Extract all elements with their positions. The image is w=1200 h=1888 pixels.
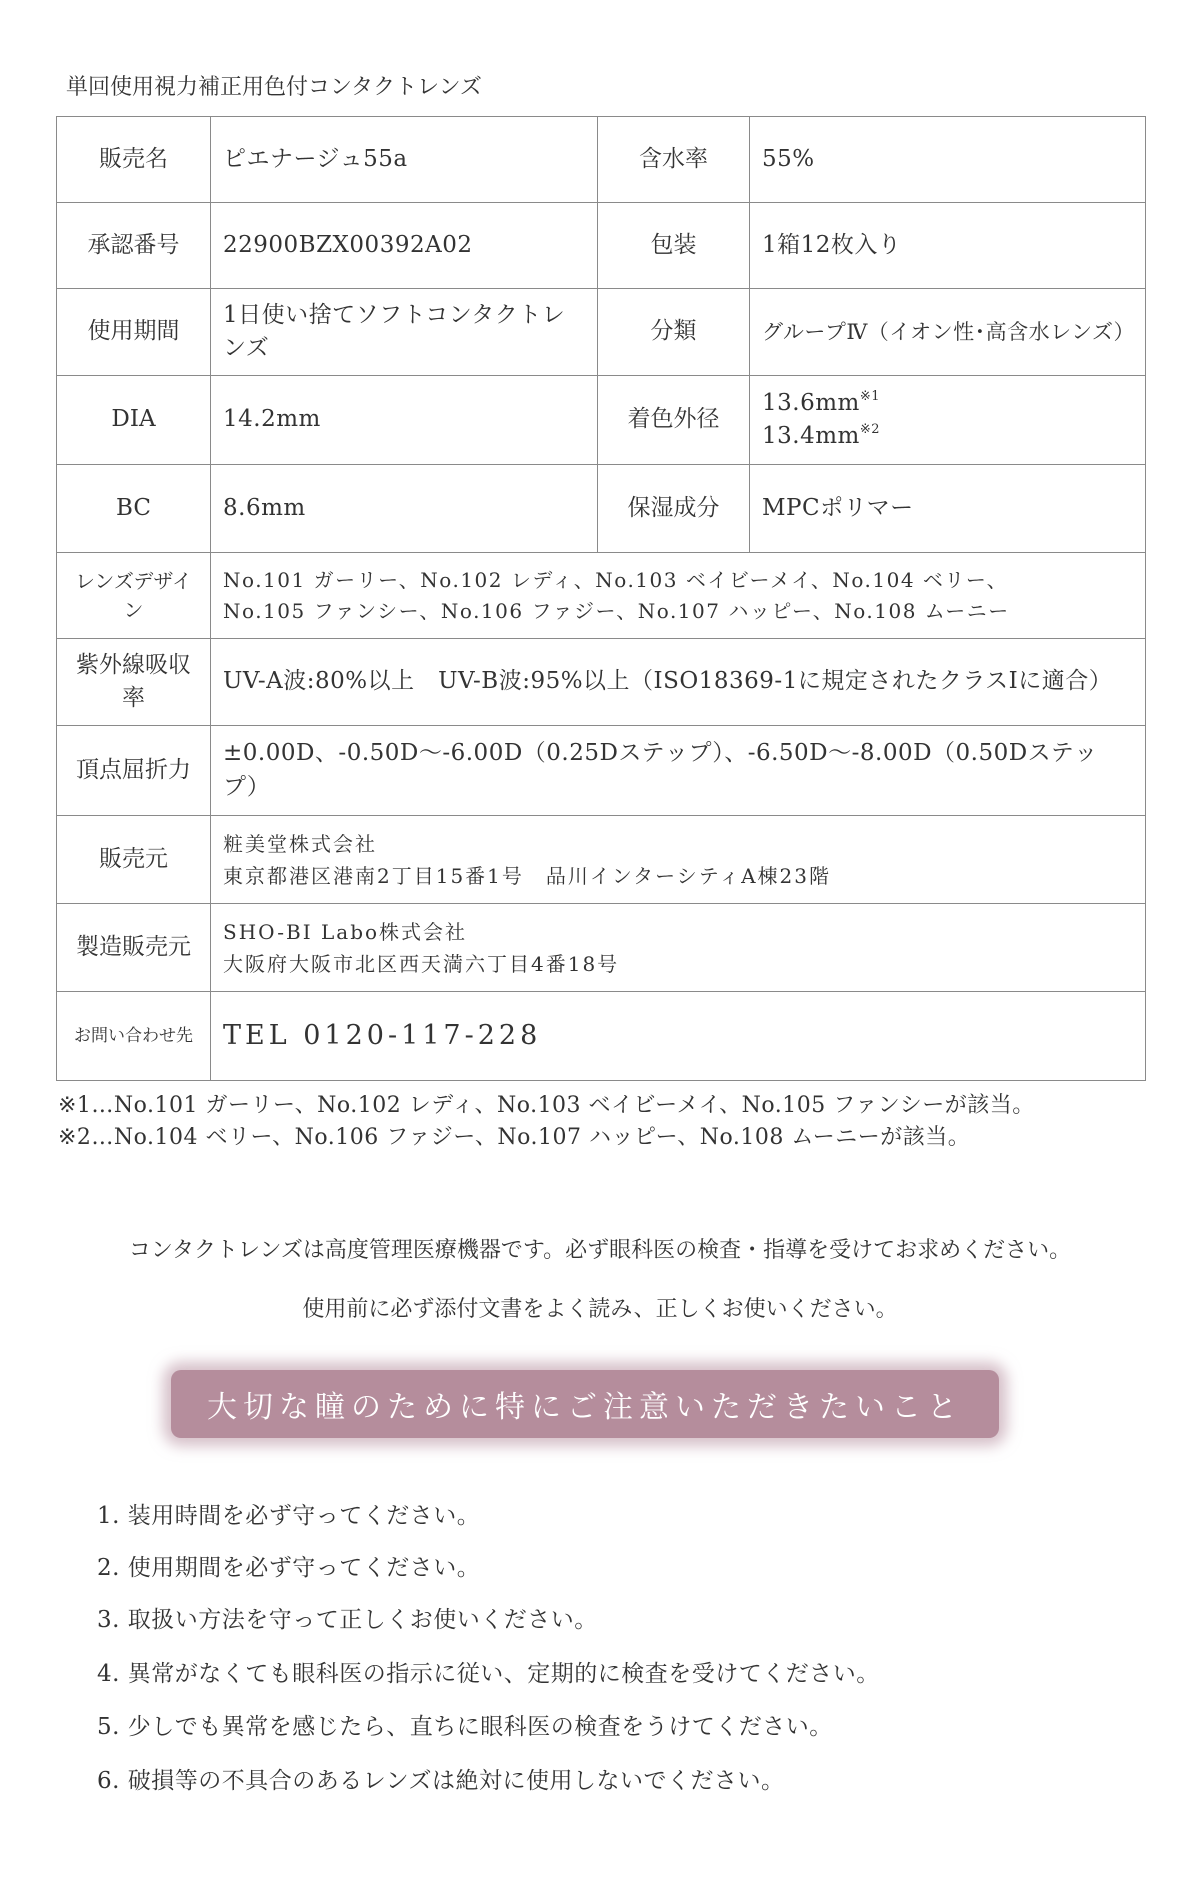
design-line-1: No.101 ガーリー、No.102 レディ、No.103 ベイビーメイ、No.104 ベリー、: [223, 567, 1009, 592]
water-label: 含水率: [598, 117, 750, 203]
power-label: 頂点屈折力: [57, 726, 211, 816]
spec-row-approval: [57, 203, 1146, 289]
spec-row-dia: [57, 376, 1146, 465]
seller-line-2: 東京都港区港南2丁目15番1号 品川インターシティA棟23階: [223, 863, 831, 888]
maker-line-2: 大阪府大阪市北区西天満六丁目4番18号: [223, 951, 620, 976]
spec-row-period: [57, 289, 1146, 376]
approval-value: 22900BZX00392A02: [211, 203, 598, 289]
dia-label: DIA: [57, 376, 211, 465]
rule-item-2: 2. 使用期間を必ず守ってください。: [97, 1555, 481, 1581]
uv-label: 紫外線吸収率: [57, 639, 211, 726]
seller-value: [211, 816, 1146, 904]
contact-label: お問い合わせ先: [57, 992, 211, 1081]
uv-value: UV-A波:80%以上 UV-B波:95%以上（ISO18369-1に規定されたクラスIに適合）: [211, 639, 1146, 726]
water-value: 55%: [750, 117, 1146, 203]
bc-value: 8.6mm: [211, 465, 598, 553]
spec-row-design: [57, 553, 1146, 639]
rule-item-1: 1. 装用時間を必ず守ってください。: [97, 1503, 481, 1529]
maker-label: 製造販売元: [57, 904, 211, 992]
package-label: 包装: [598, 203, 750, 289]
warning-line-1: コンタクトレンズは高度管理医療機器です。必ず眼科医の検査・指導を受けてお求めください。: [128, 1238, 1072, 1263]
tint-value-1: 13.6mm: [762, 389, 860, 416]
rule-item-3: 3. 取扱い方法を守って正しくお使いください。: [97, 1607, 598, 1633]
maker-line-1: SHO-BI Labo株式会社: [223, 919, 468, 944]
period-label: 使用期間: [57, 289, 211, 376]
name-label: 販売名: [57, 117, 211, 203]
seller-line-1: 粧美堂株式会社: [223, 831, 377, 856]
package-value: 1箱12枚入り: [750, 203, 1146, 289]
tint-mark-2: ※2: [859, 422, 881, 437]
power-value: ±0.00D、-0.50D～-6.00D（0.25Dステップ）、-6.50D～-8.00D（0.50Dステップ）: [211, 726, 1146, 816]
period-value: 1日使い捨てソフトコンタクトレンズ: [211, 289, 598, 376]
spec-row-name: [57, 117, 1146, 203]
spec-row-power: [57, 726, 1146, 816]
page-heading: 単回使用視力補正用色付コンタクトレンズ: [66, 75, 482, 100]
maker-value: [211, 904, 1146, 992]
moist-label: 保湿成分: [598, 465, 750, 553]
tint-mark-1: ※1: [859, 388, 881, 404]
spec-row-seller: [57, 816, 1146, 904]
footnote-1: ※1…No.101 ガーリー、No.102 レディ、No.103 ベイビーメイ、No.105 ファンシーが該当。: [58, 1093, 1035, 1118]
design-label: レンズデザイン: [57, 553, 211, 639]
design-value: [211, 553, 1146, 639]
caution-banner: 大切な瞳のために特にご注意いただきたいこと: [171, 1370, 999, 1438]
name-value: ピエナージュ55a: [211, 117, 598, 203]
class-value: グループⅣ（イオン性･高含水レンズ）: [750, 289, 1146, 376]
approval-label: 承認番号: [57, 203, 211, 289]
design-line-2: No.105 ファンシー、No.106 ファジー、No.107 ハッピー、No.108 ムーニー: [223, 598, 1010, 623]
rule-item-4: 4. 異常がなくても眼科医の指示に従い、定期的に検査を受けてください。: [97, 1661, 880, 1687]
spec-row-maker: [57, 904, 1146, 992]
rule-item-5: 5. 少しでも異常を感じたら、直ちに眼科医の検査をうけてください。: [97, 1714, 833, 1740]
spec-row-contact: [57, 992, 1146, 1081]
moist-value: MPCポリマー: [750, 465, 1146, 553]
bc-label: BC: [57, 465, 211, 553]
tint-value: [750, 376, 1146, 465]
contact-value: TEL 0120-117-228: [211, 992, 1146, 1081]
rule-item-6: 6. 破損等の不具合のあるレンズは絶対に使用しないでください。: [97, 1768, 785, 1794]
tint-label: 着色外径: [598, 376, 750, 465]
spec-row-uv: [57, 639, 1146, 726]
dia-value: 14.2mm: [211, 376, 598, 465]
tint-value-2: 13.4mm: [762, 423, 860, 449]
seller-label: 販売元: [57, 816, 211, 904]
spec-row-bc: [57, 465, 1146, 553]
class-label: 分類: [598, 289, 750, 376]
spec-table: [56, 116, 1146, 1081]
warning-line-2: 使用前に必ず添付文書をよく読み、正しくお使いください。: [302, 1297, 898, 1322]
footnote-2: ※2…No.104 ベリー、No.106 ファジー、No.107 ハッピー、No.108 ムーニーが該当。: [58, 1125, 971, 1150]
